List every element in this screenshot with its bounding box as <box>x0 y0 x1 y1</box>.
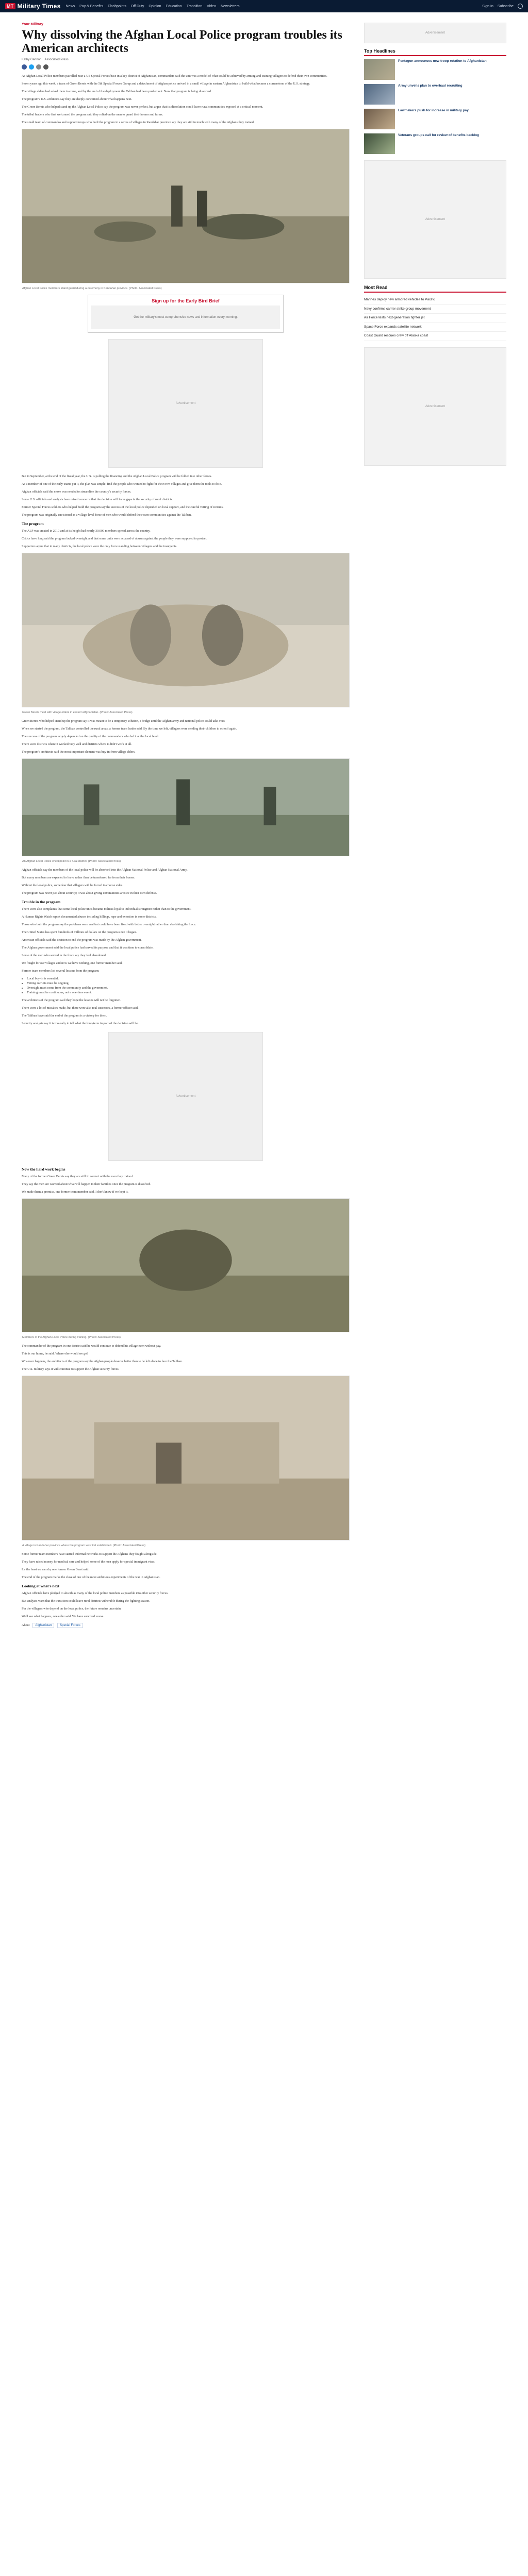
sidebar-ad-middle[interactable]: Advertisement <box>364 160 506 279</box>
tag-afghanistan[interactable]: Afghanistan <box>32 1623 54 1628</box>
paragraph: There were a lot of mistakes made, but there were also real successes, a former officer said. <box>22 1006 139 1010</box>
paragraph: They have raised money for medical care and helped some of the men apply for special immigrant visas. <box>22 1560 156 1564</box>
paragraph: The program was never just about security; it was about giving communities a voice in their own defense. <box>22 891 157 895</box>
featured-item[interactable] <box>364 84 506 105</box>
paragraph: Those who built the program say the problems were real but could have been fixed with better oversight rather than abolishing the force. <box>22 923 196 926</box>
paragraph: The ALP was created in 2010 and at its height had nearly 30,000 members spread across the country. <box>22 529 151 533</box>
site-name: Military Times <box>17 3 61 10</box>
photo-5-caption: A village in Kandahar province where the program was first established. (Photo: Associated Press) <box>22 1544 146 1547</box>
sidebar-ad-bottom[interactable]: Advertisement <box>364 347 506 466</box>
paragraph: Without the local police, some fear that villagers will be forced to choose sides. <box>22 884 123 887</box>
paragraph: The U.S. military says it will continue to support the Afghan security forces. <box>22 1367 120 1371</box>
paragraph: Afghan officials have pledged to absorb as many of the local police members as possible into other security forces. <box>22 1591 169 1595</box>
photo-1-graphic <box>22 129 349 283</box>
paragraph: Many of the former Green Berets say they are still in contact with the men they trained. <box>22 1175 134 1178</box>
paragraph: The program's architects said the most important element was buy-in from village elders. <box>22 750 136 754</box>
paragraph: We made them a promise, one former team member said. I don't know if we kept it. <box>22 1190 128 1194</box>
inline-ad-2[interactable]: Advertisement <box>108 1032 263 1161</box>
section-label[interactable]: Your Military <box>22 23 43 26</box>
article-body-intro <box>22 74 350 125</box>
paragraph: Some U.S. officials and analysts have raised concerns that the decision will leave gaps in the security of rural districts. <box>22 498 173 501</box>
inline-ad[interactable]: Advertisement <box>108 339 263 468</box>
paragraph: They say the men are worried about what will happen to their families once the program is dissolved. <box>22 1182 151 1186</box>
paragraph: Seven years ago this week, a team of Green Berets with the 5th Special Forces Group and a detachment of Afghan police arrived in a small village in eastern Afghanistan to build what became a cornerstone of the U.S. strategy. <box>22 82 310 86</box>
promo-signup[interactable]: Get the military's most comprehensive news and information every morning. <box>91 306 280 329</box>
article-photo-4 <box>22 1198 350 1339</box>
paragraph: Afghan officials said the move was needed to streamline the country's security forces. <box>22 490 131 494</box>
paragraph: Afghan officials say the members of the local police will be absorbed into the Afghan National Police and Afghan National Army. <box>22 868 188 872</box>
byline <box>22 58 350 61</box>
most-read-item[interactable]: Coast Guard rescues crew off Alaska coast <box>364 332 506 341</box>
nav-item[interactable]: Newsletters <box>220 4 240 8</box>
paragraph: A Human Rights Watch report documented abuses including killings, rape and extortion in some districts. <box>22 915 157 919</box>
article-body-2 <box>22 474 350 517</box>
paragraph: As a member of one of the early teams put it, the plan was simple: find the people who wanted to fight for their own villages and give them the tools to do it. <box>22 482 222 486</box>
paragraph: The Afghan government said the local police had served its purpose and that it was time to consolidate. <box>22 946 154 950</box>
article <box>22 23 350 1628</box>
paragraph: The village elders had asked them to come, and by the end of the deployment the Taliban had been pushed out. Now that program is being dissolved. <box>22 90 212 93</box>
nav-item[interactable]: News <box>65 4 75 8</box>
most-read-item[interactable]: Space Force expands satellite network <box>364 323 506 332</box>
bullet-item: • Training must be continuous, not a one-time event. <box>27 990 350 995</box>
print-icon[interactable] <box>43 64 48 70</box>
article-body-10 <box>22 1552 350 1580</box>
author-name[interactable]: Kathy Gannon <box>22 58 42 61</box>
site-logo[interactable] <box>5 3 61 10</box>
article-photo-2 <box>22 553 350 714</box>
most-read-item[interactable]: Navy confirms carrier strike group movement <box>364 305 506 314</box>
nav-item[interactable]: Pay & Benefits <box>79 4 104 8</box>
article-body-4 <box>22 719 350 754</box>
paragraph: Supporters argue that in many districts, the local police were the only force standing between villagers and the insurgents. <box>22 545 177 548</box>
paragraph: The program was originally envisioned as a village-level force of men who would defend their own communities against the Taliban. <box>22 513 192 517</box>
paragraph: We'll see what happens, one elder said. We have survived worse. <box>22 1615 104 1618</box>
featured-headline[interactable]: Pentagon announces new troop rotation to Afghanistan <box>398 59 487 63</box>
article-photo-1 <box>22 129 350 290</box>
paragraph: As Afghan Local Police members patrolled near a US Special Forces base in a key district of Afghanistan, commanders said the unit was a model of what could be achieved by arming and training villagers to defend their own communities. <box>22 74 327 78</box>
paragraph: The tribal leaders who first welcomed the program said they relied on the men to guard their homes and farms. <box>22 113 163 116</box>
sidebar <box>364 23 506 472</box>
article-body-8 <box>22 1174 350 1194</box>
article-headline: Why dissolving the Afghan Local Police program troubles its American architects <box>22 28 342 55</box>
paragraph: There were also complaints that some local police units became militias loyal to individual strongmen rather than to the government. <box>22 907 191 911</box>
tags-label: About <box>22 1623 30 1627</box>
subhead-2: Trouble in the program <box>22 900 61 904</box>
nav-item[interactable]: Education <box>166 4 182 8</box>
bullet-item: • Local buy-in is essential. <box>27 976 350 981</box>
subhead-1: The program <box>22 521 44 526</box>
paragraph: The United States has spent hundreds of millions of dollars on the program since it began. <box>22 930 137 934</box>
paragraph: But many members are expected to leave rather than be transferred far from their homes. <box>22 876 136 879</box>
paragraph: American officials said the decision to end the program was made by the Afghan government. <box>22 938 142 942</box>
subhead-4: Looking at what's next <box>22 1584 60 1588</box>
paragraph: It's the least we can do, one former Green Beret said. <box>22 1568 90 1571</box>
photo-3-graphic <box>22 759 349 856</box>
most-read-list <box>364 296 506 341</box>
most-read-title: Most Read <box>364 285 506 293</box>
bullet-list <box>27 976 350 995</box>
article-photo-3 <box>22 758 350 863</box>
paragraph: Some of the men who served in the force say they feel abandoned. <box>22 954 107 957</box>
paragraph: The Taliban have said the end of the program is a victory for them. <box>22 1014 107 1018</box>
nav-right <box>482 4 523 9</box>
featured-thumb[interactable] <box>364 109 395 129</box>
tag-row <box>22 1623 350 1628</box>
paragraph: We fought for our villages and now we have nothing, one former member said. <box>22 961 123 965</box>
featured-thumb[interactable] <box>364 133 395 154</box>
search-icon[interactable] <box>518 4 523 9</box>
paragraph: The small team of commandos and support troops who built the program in a series of villages in Kandahar province say they are still in touch with many of the Afghans they trained. <box>22 121 255 124</box>
paragraph: Whatever happens, the architects of the program say the Afghan people deserve better than to be left alone to face the Taliban. <box>22 1360 183 1363</box>
newsletter-promo <box>88 295 284 333</box>
top-navigation <box>0 0 528 12</box>
featured-item[interactable] <box>364 133 506 154</box>
paragraph: The architects of the program said they hope the lessons will not be forgotten. <box>22 998 121 1002</box>
nav-item[interactable]: Flashpoints <box>108 4 126 8</box>
article-body-5 <box>22 868 350 895</box>
subhead-3: Now the hard work begins <box>22 1167 65 1172</box>
featured-thumb[interactable] <box>364 59 395 80</box>
photo-3-caption: An Afghan Local Police checkpoint in a rural district. (Photo: Associated Press) <box>22 860 121 863</box>
facebook-icon[interactable] <box>22 64 27 70</box>
most-read-item[interactable]: Marines deploy new armored vehicles to Pacific <box>364 296 506 305</box>
featured-list <box>364 59 506 154</box>
article-body-6 <box>22 907 350 965</box>
promo-title: Sign up for the Early Bird Brief <box>152 298 220 303</box>
paragraph: Security analysts say it is too early to tell what the long-term impact of the decision will be. <box>22 1022 139 1025</box>
sign-in-link[interactable]: Sign In <box>482 4 493 8</box>
photo-2-caption: Green Berets meet with village elders in eastern Afghanistan. (Photo: Associated Press) <box>22 711 133 714</box>
photo-2-graphic <box>22 553 349 707</box>
featured-item[interactable] <box>364 109 506 129</box>
share-row <box>22 64 350 70</box>
twitter-icon[interactable] <box>29 64 34 70</box>
article-body-3 <box>22 529 350 549</box>
paragraph: But in September, at the end of the fiscal year, the U.S. is pulling the financing and the Afghan Local Police program will be folded into other forces. <box>22 474 212 478</box>
article-body-9 <box>22 1344 350 1371</box>
byline-source: Associated Press <box>44 58 69 61</box>
photo-1-caption: Afghan Local Police members stand guard during a ceremony in Kandahar province. (Photo: Associated Press) <box>22 287 162 290</box>
tag-special-forces[interactable]: Special Forces <box>57 1623 83 1628</box>
featured-title: Top Headlines <box>364 48 506 56</box>
article-body-7 <box>22 998 350 1026</box>
paragraph: Former Special Forces soldiers who helped build the program say the success of the local police depended on local support, and the careful vetting of recruits. <box>22 505 224 509</box>
nav-item[interactable]: Video <box>207 4 216 8</box>
featured-headline[interactable]: Veterans groups call for review of benefits backlog <box>398 133 480 137</box>
featured-thumb[interactable] <box>364 84 395 105</box>
photo-5-graphic <box>22 1376 349 1540</box>
article-body-11 <box>22 1591 350 1619</box>
logo-badge: MT <box>5 3 15 9</box>
paragraph: The end of the program marks the close of one of the most ambitious experiments of the war in Afghanistan. <box>22 1575 160 1579</box>
article-photo-5 <box>22 1376 350 1547</box>
nav-item[interactable]: Transition <box>186 4 203 8</box>
paragraph: But analysts warn that the transition could leave rural districts vulnerable during the fighting season. <box>22 1599 150 1603</box>
paragraph: The Green Berets who helped stand up the Afghan Local Police say the program was never perfect, but argue that its dissolution could leave rural communities exposed at a critical moment. <box>22 105 263 109</box>
featured-item[interactable] <box>364 59 506 80</box>
bullet-item: • Vetting recruits must be ongoing. <box>27 981 350 986</box>
nav-menu <box>66 5 240 8</box>
bullet-item: • Oversight must come from the community and the government. <box>27 986 350 990</box>
bullets-lead: Former team members list several lessons from the program: <box>22 969 100 973</box>
subscribe-link[interactable]: Subscribe <box>497 4 514 8</box>
paragraph: Some former team members have started informal networks to support the Afghans they fought alongside. <box>22 1552 158 1556</box>
paragraph: The program's U.S. architects say they are deeply concerned about what happens next. <box>22 97 132 101</box>
featured-headline[interactable]: Army unveils plan to overhaul recruiting <box>398 84 463 88</box>
featured-headline[interactable]: Lawmakers push for increase in military pay <box>398 109 469 112</box>
most-read-item[interactable]: Air Force tests next-generation fighter jet <box>364 314 506 323</box>
paragraph: The commander of the program in one district said he would continue to defend his village even without pay. <box>22 1344 161 1348</box>
paragraph: The success of the program largely depended on the quality of the commanders who led it at the local level. <box>22 735 159 738</box>
paragraph: Critics have long said the program lacked oversight and that some units were accused of abuses against the people they were supposed to protect. <box>22 537 207 540</box>
sidebar-ad-top[interactable]: Advertisement <box>364 23 506 43</box>
nav-item[interactable]: Off Duty <box>130 4 144 8</box>
paragraph: Green Berets who helped stand up the program say it was meant to be a temporary solution, a bridge until the Afghan army and national police could take over. <box>22 719 225 723</box>
paragraph: When we started the program, the Taliban controlled the rural areas, a former team leader said. By the time we left, villagers were sending their children to school again. <box>22 727 237 731</box>
email-icon[interactable] <box>36 64 41 70</box>
photo-4-graphic <box>22 1199 349 1332</box>
paragraph: There were districts where it worked very well and districts where it didn't work at all. <box>22 742 132 746</box>
photo-4-caption: Members of the Afghan Local Police during training. (Photo: Associated Press) <box>22 1336 121 1339</box>
paragraph: This is our home, he said. Where else would we go? <box>22 1352 89 1355</box>
paragraph: For the villagers who depend on the local police, the future remains uncertain. <box>22 1607 122 1611</box>
nav-item[interactable]: Opinion <box>148 4 161 8</box>
